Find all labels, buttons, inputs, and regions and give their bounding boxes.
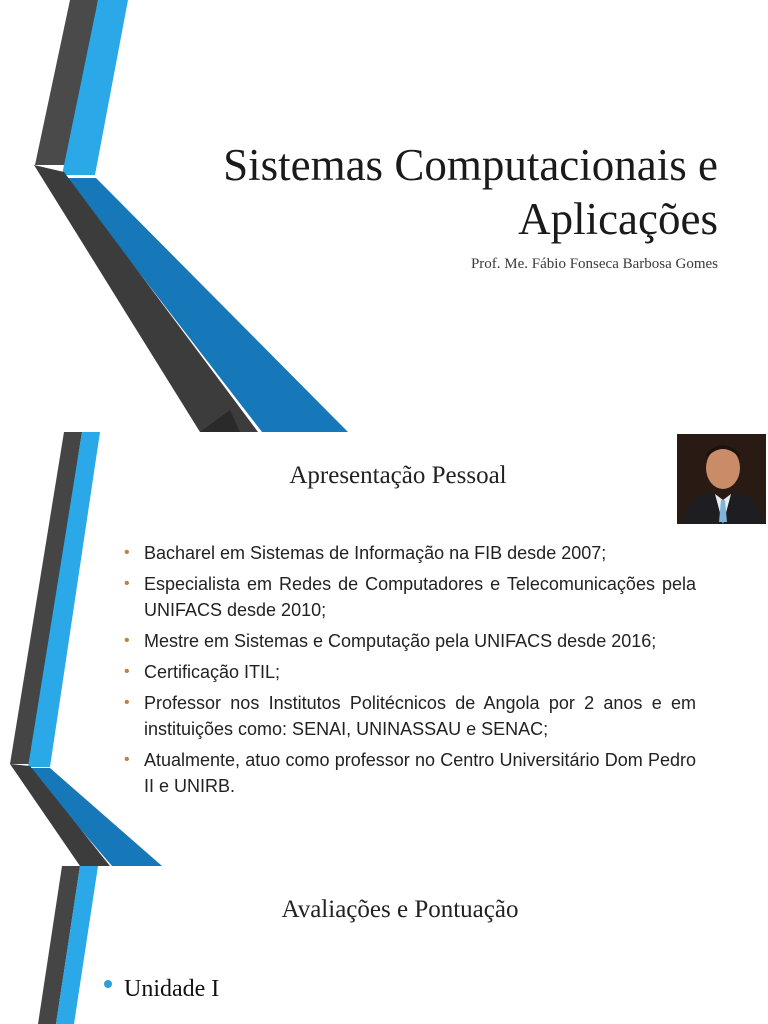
bullet-dot: • bbox=[124, 632, 130, 649]
list-item: • Atualmente, atuo como professor no Centro Universitário Dom Pedro II e UNIRB. bbox=[124, 747, 696, 799]
slide-heading: Apresentação Pessoal bbox=[289, 462, 507, 489]
title-slide bbox=[0, 0, 768, 432]
bullet-dot: • bbox=[124, 544, 130, 561]
bullet-dot: • bbox=[124, 751, 130, 768]
bullet-dot bbox=[104, 980, 112, 988]
bullet-list bbox=[124, 540, 696, 804]
list-item: • Professor nos Institutos Politécnicos de Angola por 2 anos e em instituições como: SENAI, UNINASSAU e SENAC; bbox=[124, 690, 696, 742]
slide-title bbox=[158, 138, 718, 246]
personal-presentation-slide bbox=[0, 432, 768, 866]
evaluations-slide bbox=[0, 866, 768, 1024]
list-item: • Mestre em Sistemas e Computação pela UNIFACS desde 2016; bbox=[124, 628, 696, 654]
bullet-dot: • bbox=[124, 694, 130, 711]
title-line-1: Sistemas Computacionais e bbox=[223, 140, 718, 190]
title-line-2: Aplicações bbox=[518, 194, 718, 244]
bullet-dot: • bbox=[124, 663, 130, 680]
person-photo-icon bbox=[677, 434, 766, 524]
list-item: Unidade I bbox=[104, 976, 219, 1003]
slide-subtitle: Prof. Me. Fábio Fonseca Barbosa Gomes bbox=[470, 256, 718, 272]
profile-photo bbox=[677, 434, 766, 524]
list-item: • Bacharel em Sistemas de Informação na FIB desde 2007; bbox=[124, 540, 696, 566]
bullet-dot: • bbox=[124, 575, 130, 592]
list-item: • Especialista em Redes de Computadores e Telecomunicações pela UNIFACS desde 2010; bbox=[124, 571, 696, 623]
list-item: • Certificação ITIL; bbox=[124, 659, 696, 685]
slide-heading: Avaliações e Pontuação bbox=[281, 896, 519, 923]
